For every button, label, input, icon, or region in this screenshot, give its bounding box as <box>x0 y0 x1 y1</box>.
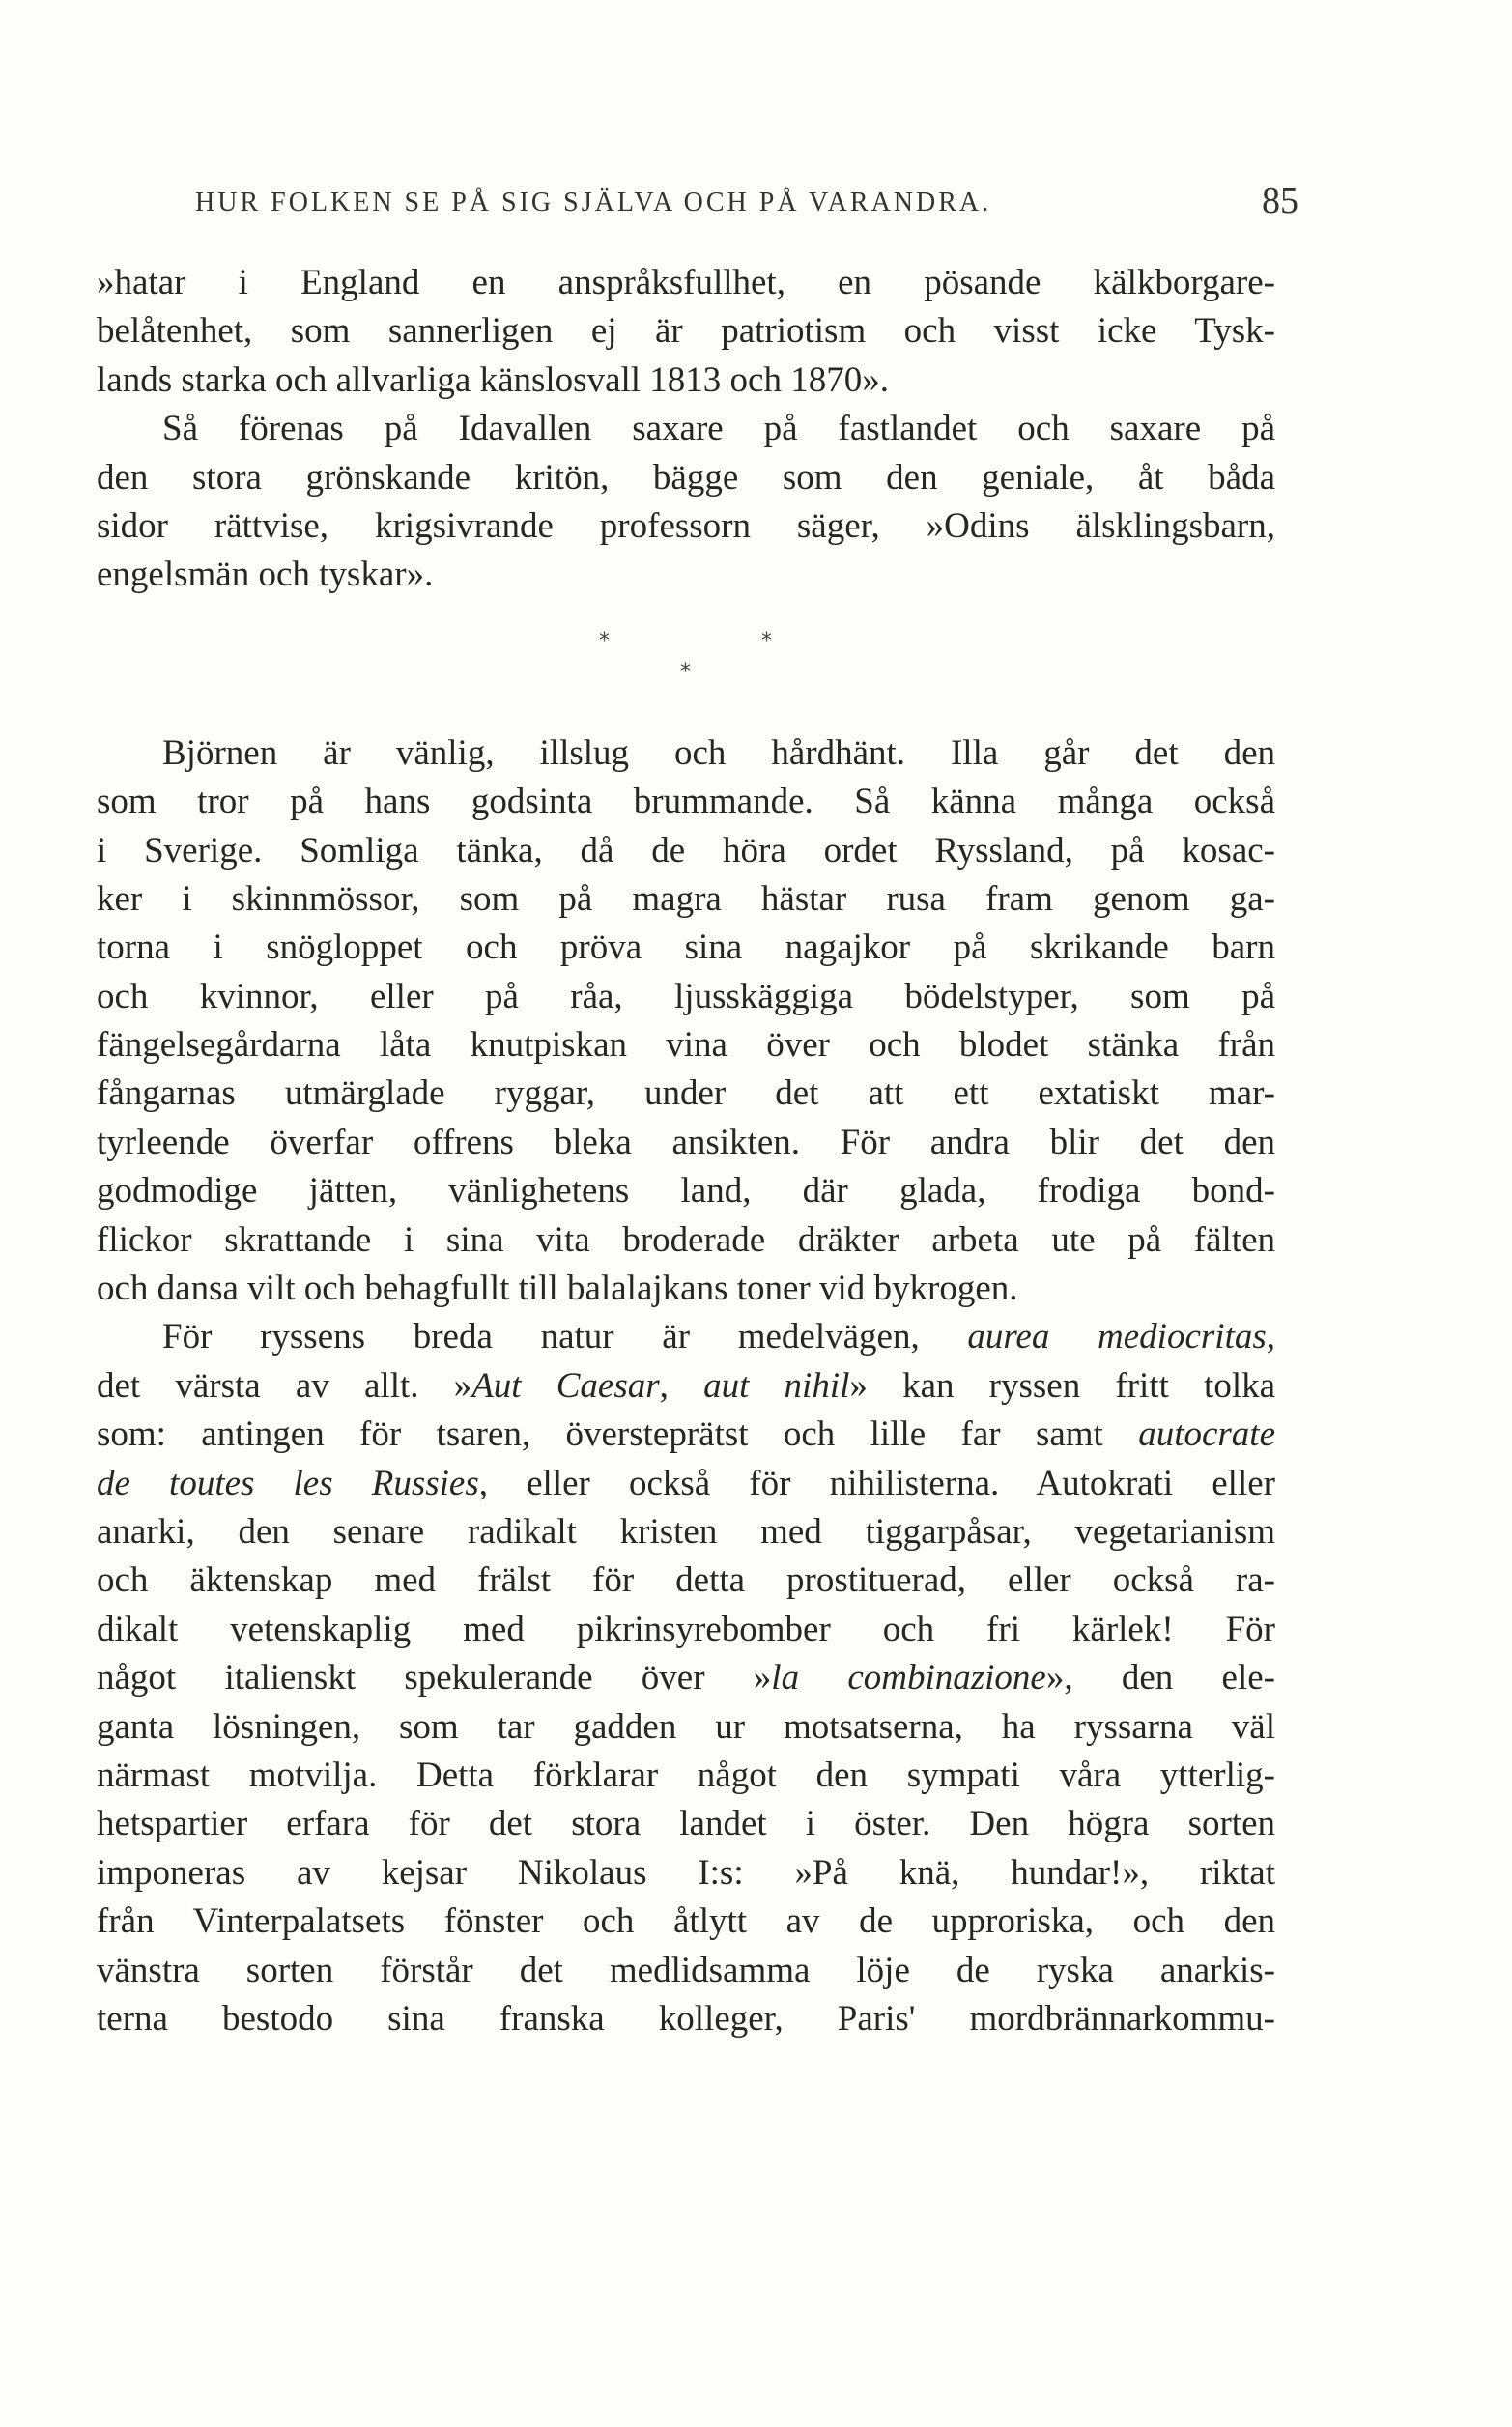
text-line: ker i skinnmössor, som på magra hästar rusa fram genom ga- <box>97 878 1275 919</box>
text-line: som: antingen för tsaren, översteprätst och lille far samt autocrate <box>97 1414 1275 1455</box>
page-number: 85 <box>1262 181 1298 221</box>
text-line: För ryssens breda natur är medelvägen, aurea mediocritas, <box>162 1317 1275 1357</box>
text-line: lands starka och allvarliga känslosvall 1813 och 1870». <box>97 359 889 400</box>
text-line: den stora grönskande kritön, bägge som den geniale, åt båda <box>97 457 1275 498</box>
text-line: engelsmän och tyskar». <box>97 555 434 595</box>
text-line: fångarnas utmärglade ryggar, under det att ett extatiskt mar- <box>97 1073 1275 1114</box>
text-line: Björnen är vänlig, illslug och hårdhänt. Illa går det den <box>162 732 1275 773</box>
asterisk: * <box>680 659 691 684</box>
running-head <box>174 181 1306 232</box>
text-line: flickor skrattande i sina vita broderade dräkter arbeta ute på fälten <box>97 1219 1275 1260</box>
running-title: HUR FOLKEN SE PÅ SIG SJÄLVA OCH PÅ VARANDRA. <box>195 187 992 217</box>
text-line: torna i snögloppet och pröva sina nagajkor på skrikande barn <box>97 928 1275 968</box>
text-line: något italienskt spekulerande över »la combinazione», den ele- <box>97 1658 1275 1699</box>
body-text <box>97 259 1275 2043</box>
text-line: imponeras av kejsar Nikolaus I:s: »På knä, hundar!», riktat <box>97 1852 1275 1893</box>
text-line: sidor rättvise, krigsivrande professorn säger, »Odins älsklingsbarn, <box>97 505 1275 546</box>
text-line: det värsta av allt. »Aut Caesar, aut nihil» kan ryssen fritt tolka <box>97 1365 1276 1406</box>
text-line: och dansa vilt och behagfullt till balalajkans toner vid bykrogen. <box>97 1269 1018 1309</box>
text-line: närmast motvilja. Detta förklarar något den sympati våra ytterlig- <box>97 1755 1275 1795</box>
text-line: fängelsegårdarna låta knutpiskan vina över och blodet stänka från <box>97 1025 1275 1066</box>
text-line: som tror på hans godsinta brummande. Så känna många också <box>97 782 1275 822</box>
text-line: vänstra sorten förstår det medlidsamma löje de ryska anarkis- <box>97 1950 1275 1990</box>
text-line: de toutes les Russies, eller också för nihilisterna. Autokrati eller <box>97 1463 1275 1503</box>
text-line: och äktenskap med frälst för detta prostituerad, eller också ra- <box>97 1560 1275 1601</box>
section-break-asterism <box>97 600 1275 706</box>
text-line: anarki, den senare radikalt kristen med tiggarpåsar, vegetarianism <box>97 1511 1275 1552</box>
text-line: och kvinnor, eller på råa, ljusskäggiga bödelstyper, som på <box>97 976 1275 1016</box>
text-line: ganta lösningen, som tar gadden ur motsatserna, ha ryssarna väl <box>97 1706 1275 1747</box>
text-line: hetspartier erfara för det stora landet i öster. Den högra sorten <box>97 1804 1275 1844</box>
text-line: godmodige jätten, vänlighetens land, där glada, frodiga bond- <box>97 1171 1275 1212</box>
text-line: belåtenhet, som sannerligen ej är patriotism och visst icke Tysk- <box>97 311 1275 352</box>
asterisk: * <box>761 628 772 653</box>
text-line: dikalt vetenskaplig med pikrinsyrebomber och fri kärlek! För <box>97 1609 1275 1649</box>
text-line: tyrleende överfar offrens bleka ansikten. För andra blir det den <box>97 1122 1275 1162</box>
text-line: Så förenas på Idavallen saxare på fastlandet och saxare på <box>162 409 1275 449</box>
asterisk: * <box>599 628 610 653</box>
text-line: i Sverige. Somliga tänka, då de höra ordet Ryssland, på kosac- <box>97 830 1275 871</box>
text-line: terna bestodo sina franska kolleger, Paris' mordbrännarkommu- <box>97 1998 1275 2039</box>
text-line: från Vinterpalatsets fönster och åtlytt av de upproriska, och den <box>97 1901 1275 1942</box>
text-line: »hatar i England en anspråksfullhet, en pösande kälkborgare- <box>97 263 1275 302</box>
